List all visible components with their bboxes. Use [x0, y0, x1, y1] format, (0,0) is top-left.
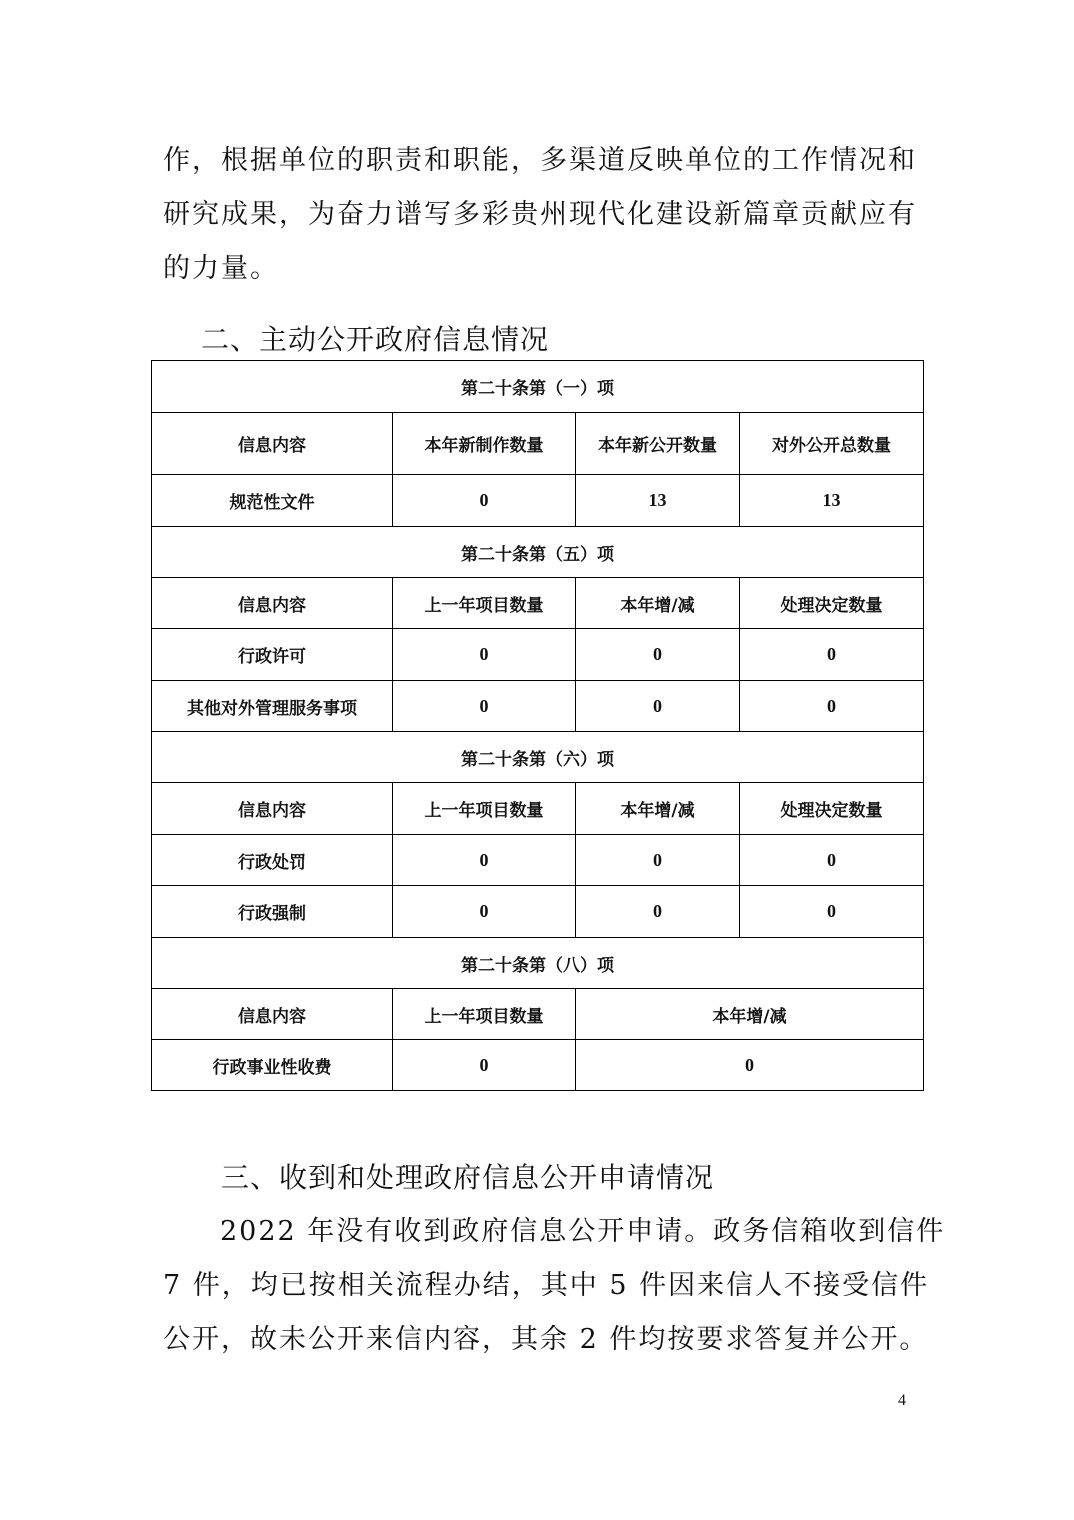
table-section-header: 第二十条第（八）项 [152, 938, 924, 989]
row-label: 行政处罚 [152, 835, 393, 886]
column-header: 处理决定数量 [740, 578, 924, 629]
cell-value: 0 [740, 629, 924, 681]
table-section-header: 第二十条第（一）项 [152, 361, 924, 413]
cell-value: 13 [740, 475, 924, 527]
cell-value: 0 [393, 1040, 576, 1091]
table-row [152, 886, 924, 938]
cell-value: 0 [576, 835, 740, 886]
column-header: 信息内容 [152, 578, 393, 629]
row-label: 行政事业性收费 [152, 1040, 393, 1091]
column-header: 本年新公开数量 [576, 413, 740, 475]
cell-value: 0 [576, 629, 740, 681]
cell-value: 0 [393, 886, 576, 938]
table-row [152, 1040, 924, 1091]
column-header: 上一年项目数量 [393, 783, 576, 835]
cell-value: 13 [576, 475, 740, 527]
section-heading: 二、主动公开政府信息情况 [201, 323, 550, 356]
row-label: 行政强制 [152, 886, 393, 938]
page-number: 4 [898, 1392, 906, 1409]
column-header: 对外公开总数量 [740, 413, 924, 475]
column-header: 信息内容 [152, 989, 393, 1040]
paragraph-line: 7 件，均已按相关流程办结，其中 5 件因来信人不接受信件 [163, 1270, 930, 1301]
paragraph-line: 公开，故未公开来信内容，其余 2 件均按要求答复并公开。 [163, 1324, 929, 1355]
section3-paragraph [163, 1205, 946, 1367]
column-header: 处理决定数量 [740, 783, 924, 835]
intro-line: 研究成果，为奋力谱写多彩贵州现代化建设新篇章贡献应有 [163, 199, 917, 230]
row-label: 其他对外管理服务事项 [152, 681, 393, 732]
intro-line: 作，根据单位的职责和职能，多渠道反映单位的工作情况和 [163, 145, 917, 176]
column-header: 上一年项目数量 [393, 578, 576, 629]
disclosure-table [151, 360, 924, 1091]
cell-value: 0 [576, 886, 740, 938]
cell-value: 0 [576, 681, 740, 732]
column-header: 信息内容 [152, 783, 393, 835]
cell-value: 0 [393, 629, 576, 681]
cell-value: 0 [393, 835, 576, 886]
cell-value: 0 [740, 835, 924, 886]
intro-line: 的力量。 [163, 253, 279, 284]
column-header: 信息内容 [152, 413, 393, 475]
section-heading: 三、收到和处理政府信息公开申请情况 [221, 1161, 715, 1194]
column-header: 本年增/减 [576, 578, 740, 629]
intro-paragraph [163, 134, 923, 296]
cell-value: 0 [740, 681, 924, 732]
table-row [152, 475, 924, 527]
cell-value: 0 [393, 681, 576, 732]
table-row [152, 835, 924, 886]
column-header: 本年增/减 [576, 783, 740, 835]
paragraph-line: 2022 年没有收到政府信息公开申请。政务信箱收到信件 [220, 1216, 946, 1247]
column-header: 本年新制作数量 [393, 413, 576, 475]
table-row [152, 681, 924, 732]
cell-value: 0 [393, 475, 576, 527]
cell-value: 0 [740, 886, 924, 938]
row-label: 规范性文件 [152, 475, 393, 527]
column-header: 上一年项目数量 [393, 989, 576, 1040]
cell-value: 0 [576, 1040, 924, 1091]
table-section-header: 第二十条第（五）项 [152, 527, 924, 578]
table-section-header: 第二十条第（六）项 [152, 732, 924, 783]
table-row [152, 629, 924, 681]
row-label: 行政许可 [152, 629, 393, 681]
column-header: 本年增/减 [576, 989, 924, 1040]
